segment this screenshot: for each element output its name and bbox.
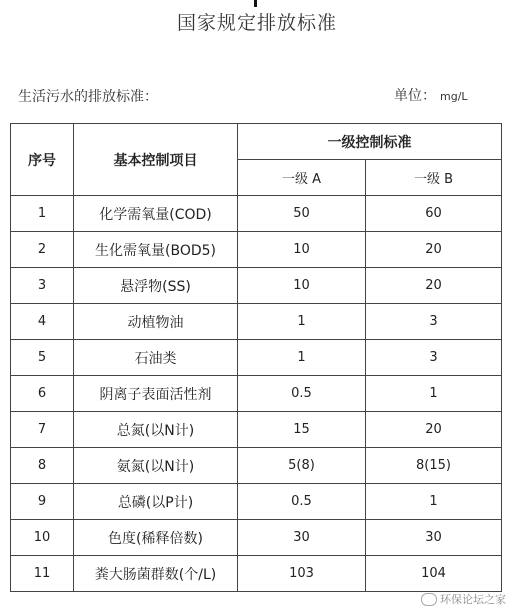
row-grade-a: 103 [238, 556, 366, 592]
discharge-standard-table [10, 123, 502, 592]
page-title: 国家规定排放标准 [176, 12, 337, 34]
row-item: 色度(稀释倍数) [74, 520, 238, 556]
row-num: 3 [11, 268, 74, 304]
table-row [11, 484, 502, 520]
row-grade-b: 3 [366, 304, 502, 340]
table-row [11, 412, 502, 448]
row-grade-b: 3 [366, 340, 502, 376]
row-item: 石油类 [74, 340, 238, 376]
row-grade-a: 1 [238, 340, 366, 376]
row-item: 总磷(以P计) [74, 484, 238, 520]
row-num: 2 [11, 232, 74, 268]
table-row [11, 556, 502, 592]
unit-label: 单位： [394, 88, 436, 104]
row-item: 生化需氧量(BOD5) [74, 232, 238, 268]
table-row [11, 268, 502, 304]
row-grade-b: 1 [366, 376, 502, 412]
header-num: 序号 [11, 124, 74, 196]
watermark-text: 环保论坛之家 [440, 593, 506, 606]
row-num: 4 [11, 304, 74, 340]
row-grade-a: 30 [238, 520, 366, 556]
row-item: 粪大肠菌群数(个/L) [74, 556, 238, 592]
row-grade-a: 50 [238, 196, 366, 232]
unit-caption [394, 85, 468, 105]
row-num: 5 [11, 340, 74, 376]
header-grade-a: 一级 A [238, 160, 366, 196]
row-num: 1 [11, 196, 74, 232]
row-grade-b: 104 [366, 556, 502, 592]
table-row [11, 196, 502, 232]
row-item: 化学需氧量(COD) [74, 196, 238, 232]
table-row [11, 340, 502, 376]
table-row [11, 376, 502, 412]
row-grade-b: 30 [366, 520, 502, 556]
row-grade-b: 8(15) [366, 448, 502, 484]
row-grade-b: 20 [366, 268, 502, 304]
row-num: 11 [11, 556, 74, 592]
row-grade-b: 1 [366, 484, 502, 520]
row-grade-a: 15 [238, 412, 366, 448]
row-grade-b: 20 [366, 232, 502, 268]
row-num: 7 [11, 412, 74, 448]
row-grade-a: 10 [238, 268, 366, 304]
header-item: 基本控制项目 [74, 124, 238, 196]
row-grade-a: 1 [238, 304, 366, 340]
row-item: 氨氮(以N计) [74, 448, 238, 484]
header-group: 一级控制标准 [238, 124, 502, 160]
header-grade-b: 一级 B [366, 160, 502, 196]
title-mark [254, 0, 257, 7]
table-row [11, 304, 502, 340]
row-item: 阴离子表面活性剂 [74, 376, 238, 412]
row-grade-a: 0.5 [238, 376, 366, 412]
row-item: 总氮(以N计) [74, 412, 238, 448]
row-item: 悬浮物(SS) [74, 268, 238, 304]
row-num: 9 [11, 484, 74, 520]
table-row [11, 520, 502, 556]
watermark [421, 591, 506, 607]
row-num: 6 [11, 376, 74, 412]
row-item: 动植物油 [74, 304, 238, 340]
row-grade-a: 5(8) [238, 448, 366, 484]
row-grade-a: 10 [238, 232, 366, 268]
table-row [11, 448, 502, 484]
standard-caption: 生活污水的排放标准： [18, 89, 158, 105]
row-num: 8 [11, 448, 74, 484]
row-grade-b: 60 [366, 196, 502, 232]
row-grade-b: 20 [366, 412, 502, 448]
unit-value: mg/L [440, 90, 468, 103]
wechat-icon [421, 593, 437, 606]
row-num: 10 [11, 520, 74, 556]
row-grade-a: 0.5 [238, 484, 366, 520]
table-row [11, 232, 502, 268]
